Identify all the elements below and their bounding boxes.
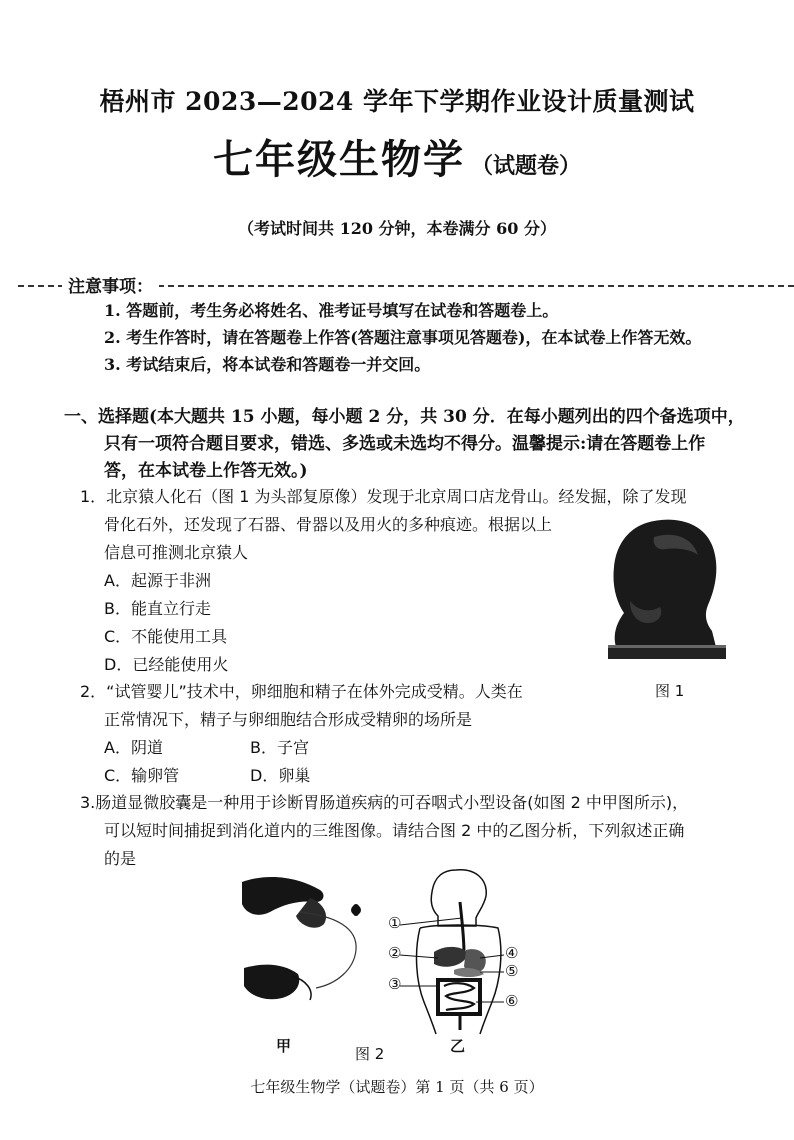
section-heading-line1: 一、选择题(本大题共 15 小题，每小题 2 分，共 30 分．在每小题列出的四个备选项中， [64,407,745,427]
q2-stem-line2: 正常情况下，精子与卵细胞结合形成受精卵的场所是 [104,710,473,729]
q1-option-a: A．起源于非洲 [104,571,211,590]
marker-3: ③ [388,975,402,993]
exam-duration: （考试时间共 120 分钟，本卷满分 60 分） [238,219,556,238]
subject-name: 七年级生物学 [212,136,465,183]
q2-option-b: B．子宫 [250,738,309,757]
figure1-bust-image [594,515,734,663]
figure2-caption: 图 2 [355,1045,385,1063]
section-heading-line3: 答，在本试卷上作答无效。) [104,461,308,481]
q2-option-c: C．输卵管 [104,766,180,785]
marker-1: ① [388,914,402,932]
q1-option-d: D．已经能使用火 [104,655,229,674]
q1-option-b: B．能直立行走 [104,599,211,618]
figure2-capsule-hand-image [240,868,370,1036]
note-item: 3. 考试结束后，将本试卷和答题卷一并交回。 [104,355,431,374]
q1-stem-line3: 信息可推测北京猿人 [104,543,249,562]
page-footer: 七年级生物学（试题卷）第 1 页（共 6 页） [250,1078,544,1096]
figure1-caption: 图 1 [655,682,685,700]
figure2-label-yi: 乙 [450,1037,466,1055]
q1-option-c: C．不能使用工具 [104,627,228,646]
marker-2: ② [388,944,402,962]
q2-option-d: D．卵巢 [250,766,311,785]
notes-heading: 注意事项： [62,272,159,297]
marker-6: ⑥ [505,992,519,1010]
subject-title [0,128,794,185]
q1-stem-line1: 1．北京猿人化石（图 1 为头部复原像）发现于北京周口店龙骨山。经发掘，除了发现 [80,487,687,506]
q3-stem-line1: 3.肠道显微胶囊是一种用于诊断胃肠道疾病的可吞咽式小型设备(如图 2 中甲图所示)， [80,793,689,812]
note-item: 1. 答题前，考生务必将姓名、准考证号填写在试卷和答题卷上。 [104,301,559,320]
exam-title: 梧州市 2023—2024 学年下学期作业设计质量测试 [99,87,695,116]
q1-stem-line2: 骨化石外，还发现了石器、骨器以及用火的多种痕迹。根据以上 [104,515,553,534]
q3-stem-line2: 可以短时间捕捉到消化道内的三维图像。请结合图 2 中的乙图分析，下列叙述正确 [104,821,685,840]
note-item: 2. 考生作答时，请在答题卷上作答(答题注意事项见答题卷)，在本试卷上作答无效。 [104,328,702,347]
marker-4: ④ [505,944,519,962]
section-heading-line2: 只有一项符合题目要求，错选、多选或未选均不得分。温馨提示:请在答题卷上作 [104,434,706,454]
figure2-label-jia: 甲 [276,1037,292,1055]
paper-type: （试题卷） [470,153,581,179]
marker-5: ⑤ [505,962,519,980]
q2-option-a: A．阴道 [104,738,163,757]
q2-stem-line1: 2．“试管婴儿”技术中，卵细胞和精子在体外完成受精。人类在 [80,682,523,701]
q3-stem-line3: 的是 [104,849,137,868]
